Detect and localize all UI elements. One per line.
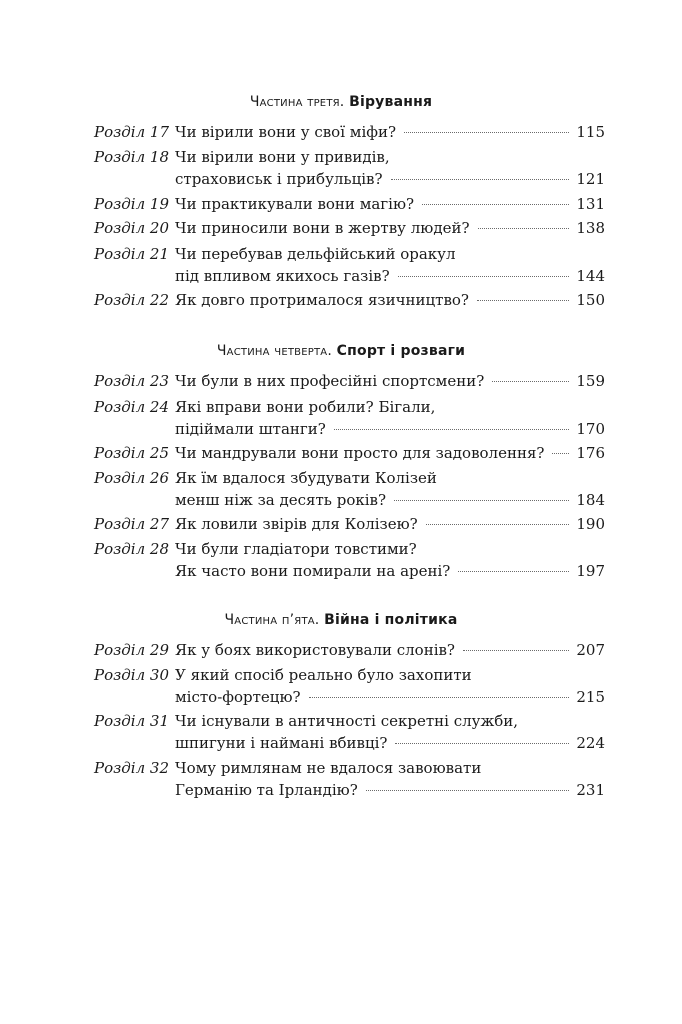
chapter-label: Розділ 22 [94, 291, 170, 309]
chapter-title: Як у боях використовували слонів? [175, 641, 455, 659]
page-number: 144 [576, 267, 605, 285]
chapter-label: Розділ 31 [94, 712, 170, 730]
chapter-title: Чи мандрували вони просто для задоволення? [175, 444, 545, 462]
chapter-title-line [175, 217, 605, 239]
dot-leader [552, 453, 569, 454]
dot-leader [477, 300, 569, 301]
chapter-label: Розділ 29 [94, 641, 170, 659]
part-heading [0, 342, 682, 360]
part-heading [0, 93, 682, 111]
chapter-title-line [175, 489, 605, 511]
dot-leader [395, 743, 569, 744]
chapter-label: Розділ 28 [94, 540, 170, 558]
chapter-title: Як довго протрималося язичництво? [175, 291, 469, 309]
chapter-title-line [175, 467, 605, 489]
page-number: 224 [576, 734, 605, 752]
chapter-title: підіймали штанги? [175, 420, 326, 438]
page-number: 190 [576, 515, 605, 533]
chapter-label: Розділ 30 [94, 666, 170, 684]
page-number: 138 [576, 219, 605, 237]
page-number: 115 [576, 123, 605, 141]
chapter-title-line [175, 370, 605, 392]
part-title: Спорт і розваги [336, 343, 466, 359]
dot-leader [458, 571, 569, 572]
page-number: 184 [576, 491, 605, 509]
dot-leader [478, 228, 570, 229]
chapter-title-line [175, 289, 605, 311]
chapter-label: Розділ 18 [94, 148, 170, 166]
part-title: Вірування [349, 94, 433, 110]
dot-leader [334, 429, 569, 430]
page-number: 150 [576, 291, 605, 309]
chapter-label: Розділ 17 [94, 123, 170, 141]
chapter-label: Розділ 25 [94, 444, 170, 462]
chapter-title: Чи були гладіатори товстими? [175, 540, 417, 558]
chapter-title: Які вправи вони робили? Бігали, [175, 398, 436, 416]
chapter-title: місто-фортецю? [175, 688, 301, 706]
part-heading [0, 611, 682, 629]
page-number: 170 [576, 420, 605, 438]
chapter-title-line [175, 193, 605, 215]
page-number: 159 [576, 372, 605, 390]
dot-leader [492, 381, 569, 382]
dot-leader [394, 500, 569, 501]
chapter-title: У який спосіб реально було захопити [175, 666, 472, 684]
chapter-title: страховиськ і прибульців? [175, 170, 383, 188]
chapter-label: Розділ 24 [94, 398, 170, 416]
chapter-title-line [175, 686, 605, 708]
chapter-title-line [175, 779, 605, 801]
chapter-title: Чи перебував дельфійський оракул [175, 245, 456, 263]
chapter-title: Чи вірили вони у свої міфи? [175, 123, 397, 141]
dot-leader [391, 179, 569, 180]
chapter-title: менш ніж за десять років? [175, 491, 387, 509]
chapter-label: Розділ 20 [94, 219, 170, 237]
chapter-title-line [175, 265, 605, 287]
chapter-title-line [175, 538, 605, 560]
chapter-label: Розділ 21 [94, 245, 170, 263]
chapter-title-line [175, 418, 605, 440]
page-number: 131 [576, 195, 605, 213]
chapter-title: Чи практикували вони магію? [175, 195, 415, 213]
part-prefix: Частина п’ята. [224, 612, 320, 628]
dot-leader [398, 276, 569, 277]
chapter-title: Чи приносили вони в жертву людей? [175, 219, 470, 237]
part-prefix: Частина третя. [249, 94, 345, 110]
chapter-label: Розділ 23 [94, 372, 170, 390]
part-title: Війна і політика [324, 612, 458, 628]
chapter-title: Чи існували в античності секретні служби, [175, 712, 519, 730]
dot-leader [422, 204, 569, 205]
chapter-title-line [175, 639, 605, 661]
page-number: 121 [576, 170, 605, 188]
chapter-title: Чому римлянам не вдалося завоювати [175, 759, 482, 777]
dot-leader [309, 697, 569, 698]
dot-leader [426, 524, 569, 525]
chapter-title: шпигуни і наймані вбивці? [175, 734, 388, 752]
chapter-title: Чи були в них професійні спортсмени? [175, 372, 485, 390]
chapter-title-line [175, 513, 605, 535]
chapter-title-line [175, 757, 605, 779]
chapter-label: Розділ 27 [94, 515, 170, 533]
page-number: 231 [576, 781, 605, 799]
chapter-title-line [175, 396, 605, 418]
chapter-title-line [175, 168, 605, 190]
chapter-title-line [175, 121, 605, 143]
chapter-title-line [175, 243, 605, 265]
part-prefix: Частина четверта. [216, 343, 332, 359]
page-number: 207 [576, 641, 605, 659]
chapter-title-line [175, 732, 605, 754]
chapter-label: Розділ 19 [94, 195, 170, 213]
chapter-title: Чи вірили вони у привидів, [175, 148, 390, 166]
chapter-title: під впливом якихось газів? [175, 267, 390, 285]
chapter-title-line [175, 442, 605, 464]
chapter-title: Германію та Ірландію? [175, 781, 358, 799]
page-number: 215 [576, 688, 605, 706]
chapter-label: Розділ 26 [94, 469, 170, 487]
chapter-label: Розділ 32 [94, 759, 170, 777]
page-number: 197 [576, 562, 605, 580]
dot-leader [463, 650, 569, 651]
chapter-title-line [175, 710, 605, 732]
dot-leader [404, 132, 569, 133]
chapter-title-line [175, 560, 605, 582]
chapter-title: Як їм вдалося збудувати Колізей [175, 469, 437, 487]
dot-leader [366, 790, 569, 791]
page-number: 176 [576, 444, 605, 462]
chapter-title-line [175, 664, 605, 686]
chapter-title: Як часто вони помирали на арені? [175, 562, 451, 580]
chapter-title: Як ловили звірів для Колізею? [175, 515, 418, 533]
chapter-title-line [175, 146, 605, 168]
